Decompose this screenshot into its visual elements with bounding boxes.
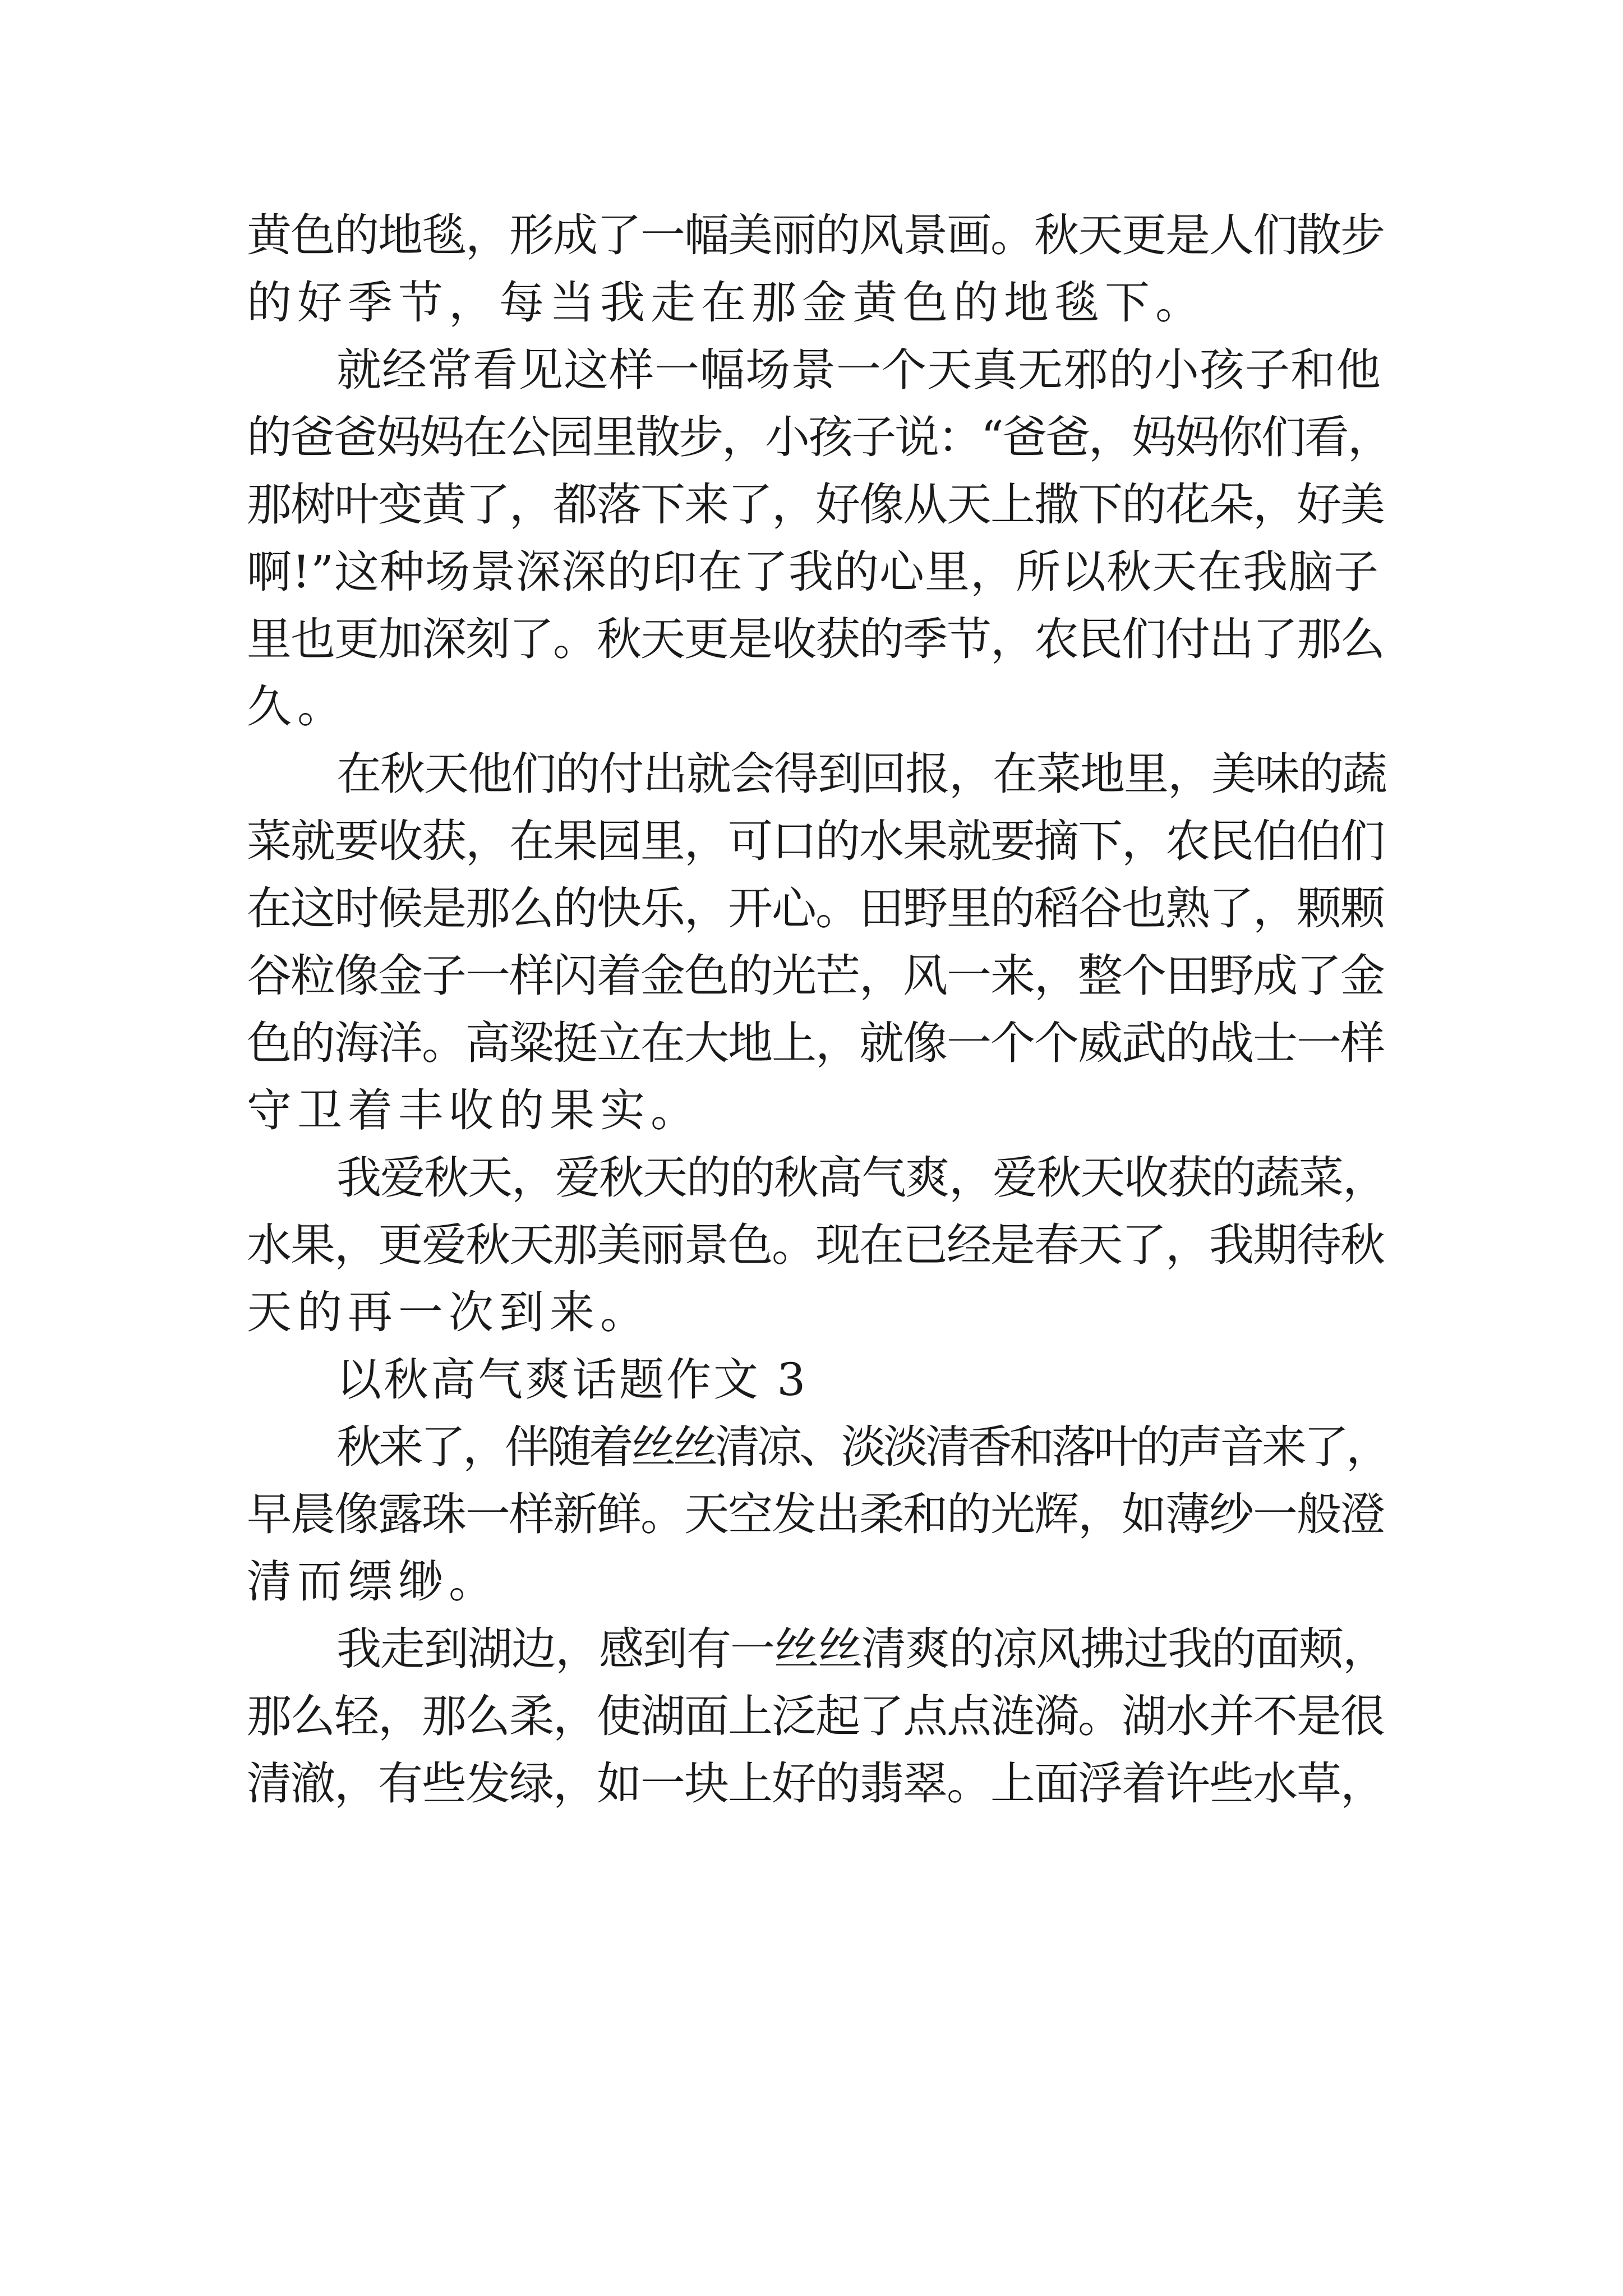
- text-line: 啊!”这种场景深深的印在了我的心里，所以秋天在我脑子: [247, 546, 1380, 598]
- text-line: 守卫着丰收的果实。: [247, 1084, 701, 1137]
- text-line: 里也更加深刻了。秋天更是收获的季节，农民们付出了那么: [247, 613, 1384, 665]
- text-line: 色的海洋。高粱挺立在大地上，就像一个个威武的战士一样: [247, 1017, 1384, 1069]
- text-line: 我爱秋天，爱秋天的的秋高气爽，爱秋天收获的蔬菜，: [336, 1152, 1386, 1204]
- text-line: 早晨像露珠一样新鲜。天空发出柔和的光辉，如薄纱一般澄: [247, 1488, 1384, 1540]
- text-line: 在这时候是那么的快乐，开心。田野里的稻谷也熟了，颗颗: [247, 882, 1384, 935]
- text-line: 秋来了，伴随着丝丝清凉、淡淡清香和落叶的声音来了，: [336, 1421, 1388, 1473]
- text-line: 那树叶变黄了，都落下来了，好像从天上撒下的花朵，好美: [247, 478, 1384, 531]
- text-line: 的爸爸妈妈在公园里散步，小孩子说：“爸爸，妈妈你们看，: [247, 411, 1391, 463]
- text-line: 菜就要收获，在果园里，可口的水果就要摘下，农民伯伯们: [247, 815, 1384, 867]
- text-line: 在秋天他们的付出就会得到回报，在菜地里，美味的蔬: [336, 748, 1386, 800]
- text-line: 那么轻，那么柔，使湖面上泛起了点点涟漪。湖水并不是很: [247, 1690, 1384, 1742]
- text-line: 谷粒像金子一样闪着金色的光芒，风一来，整个田野成了金: [247, 950, 1384, 1002]
- text-line: 清澈，有些发绿，如一块上好的翡翠。上面浮着许些水草，: [247, 1757, 1384, 1810]
- text-line: 黄色的地毯，形成了一幅美丽的风景画。秋天更是人们散步: [247, 209, 1384, 261]
- essay-text-body: [247, 202, 1391, 1818]
- text-line: 天的再一次到来。: [247, 1286, 651, 1338]
- text-line: 久。: [247, 680, 348, 733]
- text-line: 的好季节，每当我走在那金黄色的地毯下。: [247, 277, 1206, 329]
- text-line: 就经常看见这样一幅场景一个天真无邪的小孩子和他: [336, 344, 1381, 396]
- text-line: 水果，更爱秋天那美丽景色。现在已经是春天了，我期待秋: [247, 1219, 1384, 1271]
- essay-title: 以秋高气爽话题作文 3: [336, 1354, 808, 1406]
- text-line: 我走到湖边，感到有一丝丝清爽的凉风拂过我的面颊，: [336, 1623, 1386, 1675]
- text-line: 清而缥缈。: [247, 1556, 499, 1608]
